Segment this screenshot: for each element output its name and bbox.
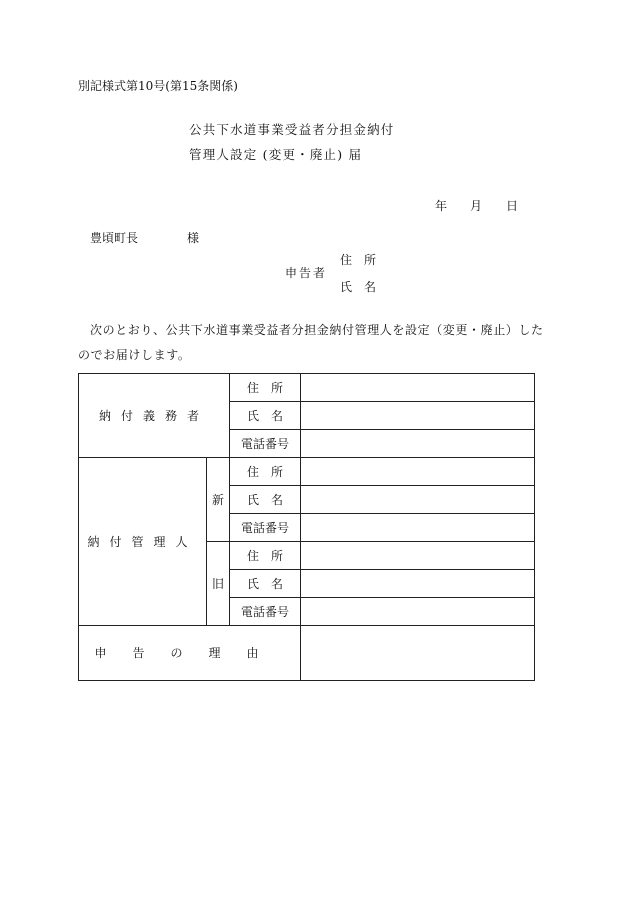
reason-field[interactable] [301,626,535,681]
old-phone-label: 電話番号 [230,598,301,626]
old-name-field[interactable] [301,570,535,598]
table-row [79,374,535,402]
table-row [79,458,535,486]
obligor-name-label: 氏 名 [230,402,301,430]
declarant-label: 申告者 [285,266,328,280]
obligor-address-label: 住 所 [230,374,301,402]
date-year-label: 年 [435,199,448,213]
old-name-label: 氏 名 [230,570,301,598]
new-phone-label: 電話番号 [230,514,301,542]
declarant-address-label: 住 所 [340,253,377,267]
reason-label: 申告の理由 [79,626,301,681]
new-address-label: 住 所 [230,458,301,486]
obligor-address-field[interactable] [301,374,535,402]
old-address-label: 住 所 [230,542,301,570]
date-month-label: 月 [470,199,483,213]
form-title-line2: 管理人設定 (変更・廃止) 届 [189,147,363,162]
addressee-name: 豊頃町長 [90,231,139,245]
manager-section-label: 納付管理人 [79,458,207,626]
declarant-name-label: 氏 名 [340,280,377,294]
manager-new-label: 新 [207,458,230,542]
body-text-line2: のでお届けします。 [78,348,191,362]
obligor-name-field[interactable] [301,402,535,430]
form-title-line1: 公共下水道事業受益者分担金納付 [189,122,395,137]
obligor-phone-field[interactable] [301,430,535,458]
addressee-honorific: 様 [187,231,200,245]
body-text-line1: 次のとおり、公共下水道事業受益者分担金納付管理人を設定（変更・廃止）した [90,323,544,337]
new-phone-field[interactable] [301,514,535,542]
new-address-field[interactable] [301,458,535,486]
date-day-label: 日 [506,199,519,213]
old-phone-field[interactable] [301,598,535,626]
form-table [78,373,535,681]
old-address-field[interactable] [301,542,535,570]
new-name-field[interactable] [301,486,535,514]
obligor-phone-label: 電話番号 [230,430,301,458]
form-number: 別記様式第10号(第15条関係) [78,79,238,93]
manager-old-label: 旧 [207,542,230,626]
table-row [79,626,535,681]
obligor-section-label: 納付義務者 [79,374,230,458]
new-name-label: 氏 名 [230,486,301,514]
